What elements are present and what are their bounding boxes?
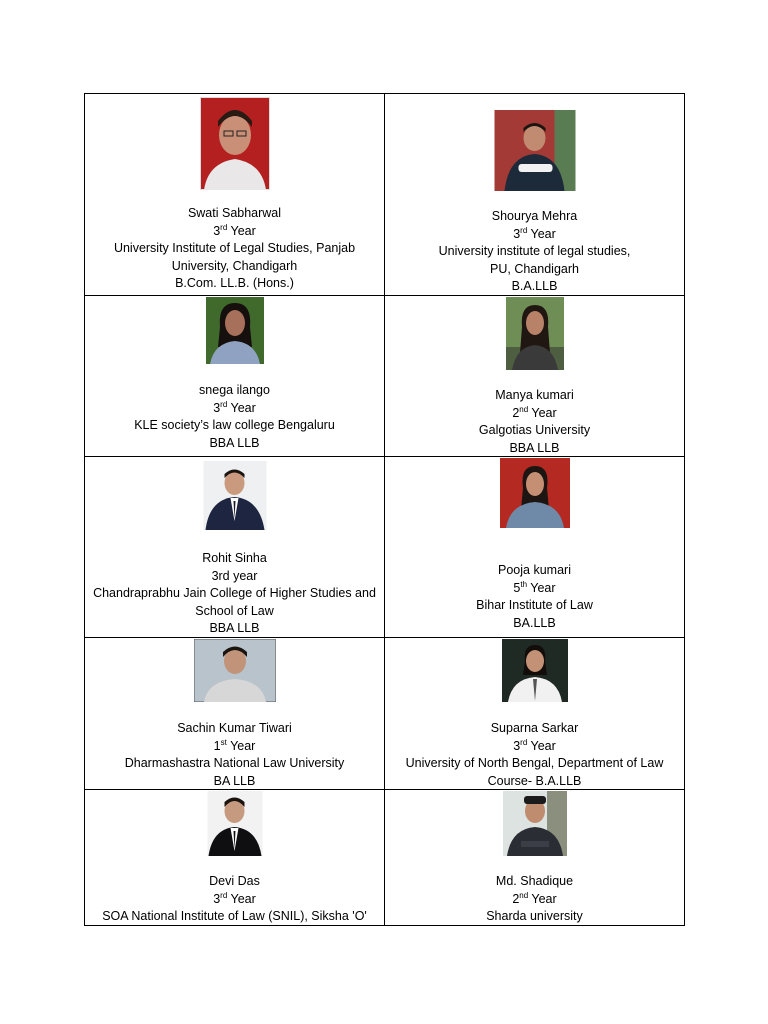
course-name: BBA LLB <box>209 435 260 450</box>
table-row <box>85 638 685 790</box>
profile-cell <box>385 94 685 296</box>
profile-cell <box>85 790 385 926</box>
person-name: Rohit Sinha <box>202 551 267 565</box>
institute-name: Bihar Institute of Law <box>476 598 593 612</box>
profile-photo <box>502 639 568 702</box>
study-year: 3rd Year <box>213 222 256 238</box>
course-name: Course- B.A.LLB <box>487 773 582 788</box>
profile-cell <box>85 296 385 457</box>
person-name: snega ilango <box>199 383 270 397</box>
table-row <box>85 296 685 457</box>
profile-photo <box>200 97 270 190</box>
profile-cell <box>85 94 385 296</box>
institute-name: KLE society’s law college Bengaluru <box>134 418 335 432</box>
profile-photo <box>203 461 266 530</box>
person-name: Manya kumari <box>495 388 574 402</box>
study-year: 2nd Year <box>512 890 557 906</box>
profile-photo <box>506 297 564 370</box>
institute-name: Galgotias University <box>478 423 591 437</box>
profile-photo <box>207 791 262 856</box>
study-year: 1st Year <box>213 737 256 753</box>
profile-cell <box>385 296 685 457</box>
table-row <box>85 94 685 296</box>
study-year: 3rd Year <box>513 737 556 753</box>
course-name: BA LLB <box>213 773 256 788</box>
person-name: Sachin Kumar Tiwari <box>177 721 292 735</box>
profile-photo <box>194 639 276 702</box>
course-name: BA.LLB <box>513 615 556 630</box>
course-name: BBA LLB <box>509 440 560 455</box>
profile-photo <box>494 110 575 191</box>
institute-name: University Institute of Legal Studies, Panjab University, Chandigarh <box>113 241 356 273</box>
person-name: Devi Das <box>209 874 260 888</box>
study-year: 2nd Year <box>512 404 557 420</box>
profile-cell <box>385 457 685 638</box>
study-year: 3rd Year <box>213 399 256 415</box>
institute-name: Dharmashastra National Law University <box>124 756 345 770</box>
profile-cell <box>385 638 685 790</box>
study-year: 3rd year <box>211 568 258 583</box>
person-name: Swati Sabharwal <box>187 206 282 220</box>
profile-cell <box>85 638 385 790</box>
institute-name: University of North Bengal, Department of Law <box>405 756 664 770</box>
institute-name: Sharda university <box>486 909 583 923</box>
profile-photo <box>206 297 264 364</box>
profile-cell <box>385 790 685 926</box>
table-row <box>85 457 685 638</box>
profile-photo <box>503 791 567 856</box>
profile-photo <box>500 458 570 528</box>
person-name: Md. Shadique <box>495 874 574 888</box>
institute-name: Chandraprabhu Jain College of Higher Studies and School of Law <box>93 586 376 618</box>
person-name: Shourya Mehra <box>491 209 578 223</box>
course-name: BBA LLB <box>209 621 260 635</box>
study-year: 5th Year <box>513 579 556 595</box>
institute-name: University institute of legal studies, <box>438 244 631 258</box>
table-row <box>85 790 685 926</box>
institute-name-line2: PU, Chandigarh <box>490 261 579 276</box>
person-name: Pooja kumari <box>498 563 571 577</box>
study-year: 3rd Year <box>213 890 256 906</box>
study-year: 3rd Year <box>513 225 556 241</box>
institute-name: SOA National Institute of Law (SNIL), Siksha 'O' <box>102 909 367 923</box>
participants-table <box>84 93 685 926</box>
profile-cell <box>85 457 385 638</box>
course-name: B.Com. LL.B. (Hons.) <box>175 276 294 290</box>
person-name: Suparna Sarkar <box>490 721 579 735</box>
course-name: B.A.LLB <box>511 279 558 293</box>
